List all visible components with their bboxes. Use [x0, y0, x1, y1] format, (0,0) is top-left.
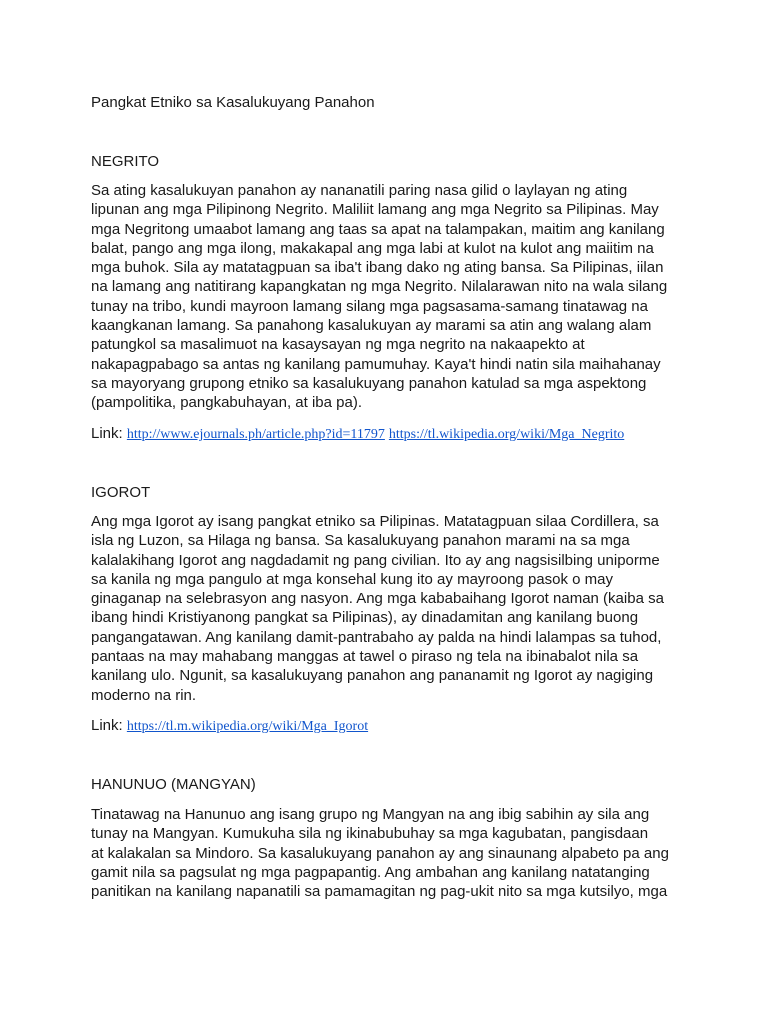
text-line: panitikan na kanilang napanatili sa pamamagitan ng pag-ukit nito sa mga kutsilyo, mga — [91, 883, 668, 901]
text-line: isla ng Luzon, sa Hilaga ng bansa. Sa kasalukuyang panahon marami na sa mga — [91, 532, 630, 550]
link-label: Link: — [91, 717, 123, 734]
text-line: mga Negritong umaabot lamang ang taas sa apat na talampakan, maitim ang kanilang — [91, 220, 665, 238]
section-body-hanunuo — [91, 805, 681, 901]
text-line: Sa ating kasalukuyan panahon ay nananatili paring nasa gilid o laylayan ng ating — [91, 182, 628, 199]
text-line: Ang mga Igorot ay isang pangkat etniko sa Pilipinas. Matatagpuan silaa Cordillera, sa — [91, 513, 659, 530]
ejournals-link[interactable]: http://www.ejournals.ph/article.php?id=11797 — [126, 427, 385, 442]
text-line: kalalakihang Igorot ang nagdadamit ng pang civilian. Ito ay ang nagsisilbing uniporme — [91, 551, 660, 569]
link-label: Link: — [91, 425, 123, 442]
text-line: gamit nila sa pagsulat ng mga pagpapantig. Ang ambahan ang kanilang natatanging — [91, 863, 650, 881]
text-line: tunay na Mangyan. Kumukuha sila ng ikinabubuhay sa mga kagubatan, pangisdaan — [91, 825, 649, 843]
text-line: Tinatawag na Hanunuo ang isang grupo ng Mangyan na ang ibig sabihin ay sila ang — [91, 806, 650, 823]
wikipedia-igorot-link[interactable]: https://tl.m.wikipedia.org/wiki/Mga_Igorot — [126, 719, 369, 734]
section-body-igorot — [91, 512, 681, 705]
section-heading-negrito: NEGRITO — [91, 153, 160, 170]
text-line: (pampolitika, pangkabuhayan, at iba pa). — [91, 394, 363, 412]
text-line: sa kanila ng mga pangulo at mga konsehal kung ito ay mayroong pasok o may — [91, 570, 613, 588]
link-row-negrito — [91, 424, 628, 444]
text-line: kanilang ulo. Ngunit, sa kasalukuyang panahon ang pananamit ng Igorot ay nagiging — [91, 667, 654, 685]
section-heading-hanunuo: HANUNUO (MANGYAN) — [91, 776, 256, 793]
text-line: mga buhok. Sila ay matatagpuan sa iba't ibang dako ng ating bansa. Sa Pilipinas, iilan — [91, 259, 664, 277]
text-line: na lamang ang natitirang kapangkatan ng mga Negrito. Nilalarawan nito na wala silang — [91, 278, 668, 296]
link-row-igorot — [91, 716, 372, 736]
section-heading-igorot: IGOROT — [91, 484, 151, 501]
text-line: moderno na rin. — [91, 686, 197, 704]
text-line: lipunan ang mga Pilipinong Negrito. Maliliit lamang ang mga Negrito sa Pilipinas. May — [91, 201, 659, 219]
text-line: ibang hindi Kristiyanong pangkat sa Pilipinas), ay dinadamitan ang kanilang buong — [91, 609, 639, 627]
text-line: pantaas na may mahabang manggas at tawel o piraso ng tela na ibinabalot nila sa — [91, 648, 639, 666]
section-body-negrito — [91, 181, 681, 413]
text-line: ginaganap na selebrasyon ang nasyon. Ang mga kababaihang Igorot naman (kaiba sa — [91, 590, 664, 608]
text-line: sa mayoryang grupong etniko sa kasalukuyang panahon katulad sa mga aspektong — [91, 374, 647, 392]
document-title: Pangkat Etniko sa Kasalukuyang Panahon — [91, 94, 375, 111]
text-line: tunay na tribo, kundi mayroon lamang silang mga pagsasama-samang tinatawag na — [91, 297, 648, 315]
text-line: at kalakalan sa Mindoro. Sa kasalukuyang panahon ay ang sinaunang alpabeto pa ang — [91, 844, 669, 862]
text-line: pangangatawan. Ang kanilang damit-pantrabaho ay palda na hindi lalampas sa tuhod, — [91, 628, 662, 646]
text-line: patungkol sa masalimuot na kasaysayan ng mga negrito na nakaapekto at — [91, 336, 585, 354]
text-line: balat, pango ang mga ilong, makakapal ang mga labi at kulot na kulot ang maiitim na — [91, 239, 654, 257]
wikipedia-negrito-link[interactable]: https://tl.wikipedia.org/wiki/Mga_Negrito — [388, 427, 625, 442]
text-line: nakapagpabago sa antas ng kanilang pamumuhay. Kaya't hindi natin sila maihahanay — [91, 355, 661, 373]
text-line: kaangkanan lamang. Sa panahong kasalukuyan ay marami sa atin ang walang alam — [91, 317, 652, 335]
